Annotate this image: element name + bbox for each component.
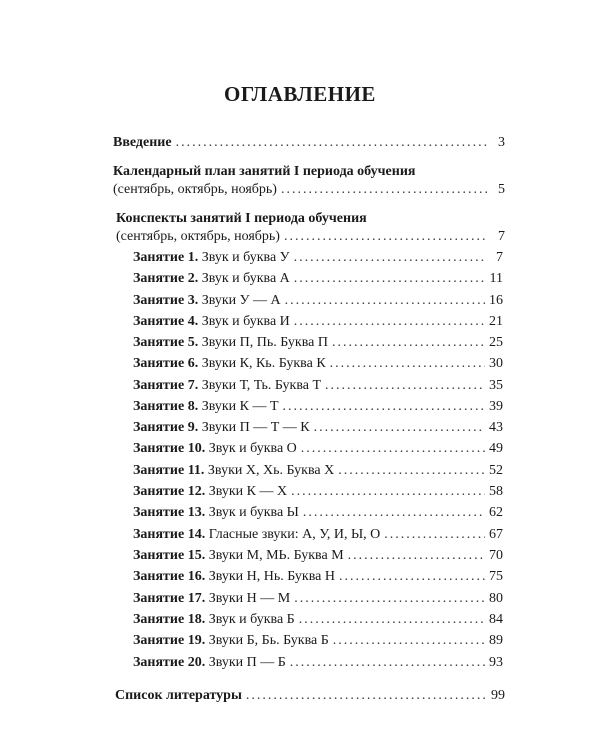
lesson-number: Занятие 2. bbox=[133, 271, 199, 286]
toc-entry-lesson[interactable] bbox=[133, 355, 503, 373]
toc-entry-intro[interactable] bbox=[113, 134, 505, 152]
toc-entry-lesson[interactable] bbox=[133, 568, 503, 586]
page-number: 25 bbox=[489, 335, 503, 350]
lesson-number: Занятие 5. bbox=[133, 335, 199, 350]
page-number: 75 bbox=[489, 569, 503, 584]
lesson-number: Занятие 19. bbox=[133, 633, 206, 648]
toc-entry-notes[interactable] bbox=[116, 228, 505, 246]
lesson-title: Звуки М, МЬ. Буква М bbox=[208, 548, 344, 563]
dot-leader bbox=[294, 249, 485, 267]
page-number: 52 bbox=[489, 463, 503, 478]
page-number: 43 bbox=[489, 420, 503, 435]
page-number: 93 bbox=[489, 655, 503, 670]
dot-leader bbox=[283, 398, 485, 416]
page-number: 70 bbox=[489, 548, 503, 563]
dot-leader bbox=[291, 483, 485, 501]
lesson-number: Занятие 9. bbox=[133, 420, 199, 435]
lesson-title: Звуки П — Б bbox=[208, 655, 286, 670]
dot-leader bbox=[176, 134, 487, 152]
dot-leader bbox=[348, 547, 485, 565]
dot-leader bbox=[294, 590, 485, 608]
entry-label: Введение bbox=[113, 135, 172, 150]
toc-entry-lesson[interactable] bbox=[133, 440, 503, 458]
toc-entry-lesson[interactable] bbox=[133, 313, 503, 331]
lesson-title: Звуки У — А bbox=[201, 293, 281, 308]
dot-leader bbox=[299, 611, 485, 629]
toc-entry-lesson[interactable] bbox=[133, 249, 503, 267]
toc-entry-lesson[interactable] bbox=[133, 504, 503, 522]
page-number: 7 bbox=[498, 229, 505, 244]
dot-leader bbox=[284, 228, 487, 246]
lesson-title: Звук и буква У bbox=[201, 250, 290, 265]
page-number: 30 bbox=[489, 356, 503, 371]
toc-heading-calendar: Календарный план занятий I периода обучения bbox=[113, 164, 416, 179]
dot-leader bbox=[338, 462, 485, 480]
dot-leader bbox=[294, 270, 485, 288]
lesson-number: Занятие 13. bbox=[133, 505, 206, 520]
page-number: 89 bbox=[489, 633, 503, 648]
toc-entry-lesson[interactable] bbox=[133, 526, 503, 544]
lesson-number: Занятие 3. bbox=[133, 293, 199, 308]
lesson-title: Звуки П — Т — К bbox=[201, 420, 310, 435]
toc-entry-lesson[interactable] bbox=[133, 270, 503, 288]
lesson-number: Занятие 18. bbox=[133, 612, 206, 627]
lesson-number: Занятие 12. bbox=[133, 484, 206, 499]
lesson-number: Занятие 8. bbox=[133, 399, 199, 414]
lesson-title: Звуки К, Кь. Буква К bbox=[201, 356, 326, 371]
toc-entry-lesson[interactable] bbox=[133, 654, 503, 672]
lesson-number: Занятие 4. bbox=[133, 314, 199, 329]
lesson-title: Звуки Н, Нь. Буква Н bbox=[208, 569, 335, 584]
lesson-number: Занятие 10. bbox=[133, 441, 206, 456]
dot-leader bbox=[303, 504, 485, 522]
page-number: 58 bbox=[489, 484, 503, 499]
lesson-number: Занятие 11. bbox=[133, 463, 205, 478]
lesson-title: Звуки П, Пь. Буква П bbox=[201, 335, 328, 350]
toc-entry-lesson[interactable] bbox=[133, 590, 503, 608]
page-number: 67 bbox=[489, 527, 503, 542]
page-number: 35 bbox=[489, 378, 503, 393]
page-number: 62 bbox=[489, 505, 503, 520]
lesson-title: Звуки К — Т bbox=[201, 399, 279, 414]
lesson-number: Занятие 16. bbox=[133, 569, 206, 584]
lesson-number: Занятие 20. bbox=[133, 655, 206, 670]
lesson-title: Звук и буква Б bbox=[208, 612, 295, 627]
dot-leader bbox=[339, 568, 485, 586]
dot-leader bbox=[294, 313, 485, 331]
lesson-number: Занятие 1. bbox=[133, 250, 199, 265]
page-number: 3 bbox=[498, 135, 505, 150]
lesson-title: Гласные звуки: А, У, И, Ы, О bbox=[208, 527, 381, 542]
page-number: 21 bbox=[489, 314, 503, 329]
page-number: 84 bbox=[489, 612, 503, 627]
entry-label: Список литературы bbox=[115, 688, 242, 703]
lesson-number: Занятие 7. bbox=[133, 378, 199, 393]
toc-entry-lesson[interactable] bbox=[133, 611, 503, 629]
page-number: 99 bbox=[491, 688, 505, 703]
dot-leader bbox=[333, 632, 485, 650]
lesson-number: Занятие 15. bbox=[133, 548, 206, 563]
lesson-title: Звуки Т, Ть. Буква Т bbox=[201, 378, 322, 393]
toc-entry-literature[interactable] bbox=[115, 687, 505, 705]
entry-label: (сентябрь, октябрь, ноябрь) bbox=[116, 229, 280, 244]
lesson-title: Звук и буква О bbox=[208, 441, 297, 456]
toc-entry-lesson[interactable] bbox=[133, 377, 503, 395]
toc-entry-lesson[interactable] bbox=[133, 547, 503, 565]
dot-leader bbox=[332, 334, 485, 352]
lesson-title: Звук и буква Ы bbox=[208, 505, 299, 520]
page-number: 5 bbox=[498, 182, 505, 197]
toc-entry-lesson[interactable] bbox=[133, 462, 503, 480]
toc-heading-notes: Конспекты занятий I периода обучения bbox=[116, 211, 367, 226]
lesson-number: Занятие 6. bbox=[133, 356, 199, 371]
toc-entry-lesson[interactable] bbox=[133, 292, 503, 310]
toc-entry-lesson[interactable] bbox=[133, 334, 503, 352]
toc-entry-lesson[interactable] bbox=[133, 483, 503, 501]
lesson-title: Звук и буква А bbox=[201, 271, 290, 286]
page-number: 39 bbox=[489, 399, 503, 414]
page-number: 49 bbox=[489, 441, 503, 456]
page-number: 16 bbox=[489, 293, 503, 308]
dot-leader bbox=[281, 181, 487, 199]
dot-leader bbox=[290, 654, 485, 672]
lesson-title: Звуки К — Х bbox=[208, 484, 288, 499]
dot-leader bbox=[330, 355, 485, 373]
toc-entry-lesson[interactable] bbox=[133, 398, 503, 416]
dot-leader bbox=[246, 687, 487, 705]
page-title: ОГЛАВЛЕНИЕ bbox=[224, 82, 376, 106]
toc-entry-calendar[interactable] bbox=[113, 181, 505, 199]
lesson-number: Занятие 17. bbox=[133, 591, 206, 606]
dot-leader bbox=[301, 440, 485, 458]
lesson-title: Звук и буква И bbox=[201, 314, 290, 329]
lesson-number: Занятие 14. bbox=[133, 527, 206, 542]
page-number: 11 bbox=[489, 271, 503, 286]
dot-leader bbox=[384, 526, 485, 544]
page-number: 80 bbox=[489, 591, 503, 606]
dot-leader bbox=[314, 419, 485, 437]
lesson-title: Звуки Н — М bbox=[208, 591, 291, 606]
dot-leader bbox=[285, 292, 485, 310]
toc-entry-lesson[interactable] bbox=[133, 419, 503, 437]
toc-entry-lesson[interactable] bbox=[133, 632, 503, 650]
lesson-title: Звуки Х, Хь. Буква Х bbox=[207, 463, 335, 478]
dot-leader bbox=[325, 377, 485, 395]
lesson-title: Звуки Б, Бь. Буква Б bbox=[208, 633, 329, 648]
page-number: 7 bbox=[496, 250, 503, 265]
entry-label: (сентябрь, октябрь, ноябрь) bbox=[113, 182, 277, 197]
